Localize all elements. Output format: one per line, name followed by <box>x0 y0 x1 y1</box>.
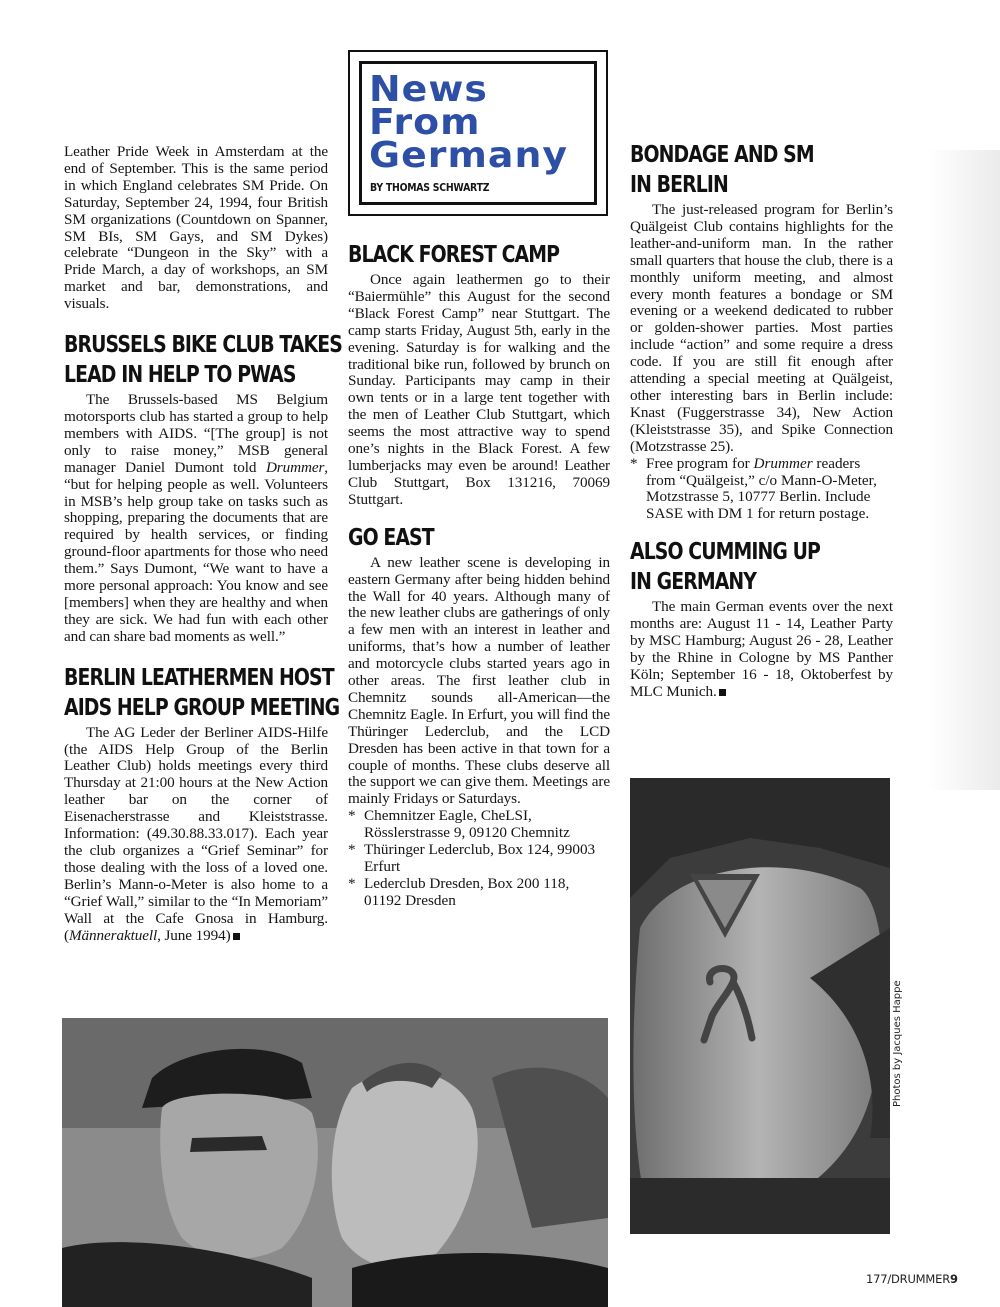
star-bullet-icon: * <box>630 454 638 472</box>
star-bullet-icon: * <box>348 841 356 859</box>
goeast-club-list <box>348 808 610 909</box>
star-bullet-icon: * <box>348 874 356 892</box>
masthead-title-line3: Germany <box>369 135 569 176</box>
column-3 <box>630 140 893 701</box>
list-item: * Lederclub Dresden, Box 200 118, 01192 Dresden <box>348 874 570 909</box>
list-item: * Thüringer Lederclub, Box 124, 99003 Erfurt <box>348 841 596 875</box>
list-item: * Chemnitzer Eagle, CheLSI, Rösslerstrasse 9, 09120 Chemnitz <box>348 807 570 842</box>
two-men-photo <box>62 1018 608 1307</box>
bondage-headline-line1: BONDAGE AND SM <box>630 142 814 168</box>
goeast-paragraph: A new leather scene is developing in eastern Germany after being hidden behind the Wall for 40 years. Although many of the new leather clubs are gatherings of only a few men with an interest in leather and uniforms, that’s how a number of leather and motorcycle clubs started years ago in other areas. The first leather club in Chemnitz sounds all-American—the Chemnitz Eagle. In Erfurt, you will find the Thüringer Lederclub, and the LCD Dresden has been active in that town for a couple of months. These clubs deserve all the support we can give them. Meetings are mainly Fridays or Saturdays. <box>348 553 610 808</box>
brussels-section <box>64 330 342 646</box>
bondage-headline-line2: IN BERLIN <box>630 172 728 198</box>
brussels-headline-line2: LEAD IN HELP TO PWAS <box>64 362 296 389</box>
cumming-headline-line2: IN GERMANY <box>630 569 757 596</box>
column-2 <box>348 240 610 910</box>
column-1 <box>64 143 342 944</box>
news-from-germany-masthead <box>348 50 608 216</box>
masthead-title-line2: From <box>369 102 481 143</box>
berlin-paragraph: The AG Leder der Berliner AIDS-Hilfe (the AIDS Help Group of the Berlin Leather Club) holds meetings every third Thursday at 21:00 hours at the New Action leather bar on the corner of Eisenacherstrasse and Kleiststrasse. Information: (49.30.88.33.017). Each year the club organizes a “Grief Seminar” for those dealing with the loss of a loved one. Berlin’s Mann-o-Meter is also home to a “Grief Wall,” similar to the “In Memoriam” Wall at the Cafe Gnosa in Hamburg. (Männeraktuell, June 1994) <box>64 723 328 944</box>
masthead-title <box>369 69 569 176</box>
photo-credit: Photos by Jacques Happe <box>892 980 903 1107</box>
bondage-paragraph: The just-released program for Berlin’s Quälgeist Club contains highlights for the leather-and-uniform man. In the rather small quarters that house the club, there is a monthly uniform meeting, and almost every month features a bondage or SM evening or a weekend dedicated to rubber or golden-shower parties. Most parties include “action” and some require a dress code. If you are still fit enough after attending a special meeting at Quälgeist, other interesting bars in Berlin include: Knast (Fuggerstrasse 34), New Action (Kleiststrasse 35), and Spike Connection (Motzstrasse 25). <box>630 201 893 455</box>
end-mark-icon <box>719 689 726 696</box>
brussels-paragraph: The Brussels-based MS Belgium motorsports club has started a group to help members with AIDS. “[The group] is not only to raise money,” MSB general manager Daniel Dumont told Drummer, “but for helping people as well. Volunteers in MSB’s help group take on tasks such as shopping, preparing the documents that are required by health services, or finding ground-floor apartments for those who need them.” Says Dumont, “We want to have a more personal approach: You know and see [members] when they are healthy and when they are sick. We had fun with each other and can share bad moments as well.” <box>64 391 328 645</box>
page-number: 9 <box>950 1272 958 1286</box>
blackforest-headline: BLACK FOREST CAMP <box>348 242 560 268</box>
star-bullet-icon: * <box>348 807 356 825</box>
goeast-section <box>348 523 610 910</box>
goeast-headline: GO EAST <box>348 524 434 551</box>
maenneraktuell-italic: Männeraktuell <box>68 926 158 944</box>
byline: BY THOMAS SCHWARTZ <box>370 181 490 194</box>
masthead-inner-frame <box>359 61 597 205</box>
cumming-paragraph: The main German events over the next months are: August 11 - 14, Leather Party by MSC Hamburg; August 26 - 28, Leather by the Rhine in Cologne by MS Panther Köln; September 16 - 18, Oktoberfest by MLC Munich. <box>630 598 893 700</box>
berlin-headline-line2: AIDS HELP GROUP MEETING <box>64 694 340 721</box>
bondage-note-list <box>630 456 893 524</box>
drummer-italic: Drummer <box>265 458 325 476</box>
cumming-section <box>630 537 893 700</box>
brussels-headline-line1: BRUSSELS BIKE CLUB TAKES <box>64 332 342 359</box>
intro-paragraph: Leather Pride Week in Amsterdam at the end of September. This is the same period in which England celebrates SM Pride. On Saturday, September 24, 1994, four British SM organizations (Countdown on Spanner, SM BIs, SM Gays, and SM Dykes) celebrate “Dungeon in the Sky” with a Pride March, a day of workshops, an SM market and bar, demonstrations, and visuals. <box>64 143 328 313</box>
two-men-illustration <box>62 1018 608 1307</box>
berlin-section <box>64 663 340 945</box>
end-mark-icon <box>233 933 240 940</box>
berlin-headline-line1: BERLIN LEATHERMEN HOST <box>64 664 334 691</box>
bleed-through-right <box>928 150 1000 790</box>
blackforest-paragraph: Once again leathermen go to their “Baiermühle” this August for the second “Black Forest Camp” near Stuttgart. The camp starts Friday, August 5th, early in the evening. Saturday is for walking and the traditional bike run, followed by brunch on Sunday. Participants may camp in their own tents or in a large tent together with the men of Leather Club Stuttgart, which seems the most attractive way to spend one’s nights in the Black Forest. A few lumberjacks may even be around! Leather Club Stuttgart, Box 131216, 70069 Stuttgart. <box>348 271 610 508</box>
list-item: * Free program for Drummer readers from “Quälgeist,” c/o Mann-O-Meter, Motzstrasse 5, 10777 Berlin. Include SASE with DM 1 for return postage. <box>630 454 877 523</box>
tattoo-arm-photo <box>630 778 890 1234</box>
cumming-headline-line1: ALSO CUMMING UP <box>630 539 820 566</box>
tattoo-arm-illustration <box>630 778 890 1234</box>
masthead-title-line1: News <box>369 69 488 110</box>
page-folio: 177/DRUMMER9 <box>866 1272 958 1286</box>
